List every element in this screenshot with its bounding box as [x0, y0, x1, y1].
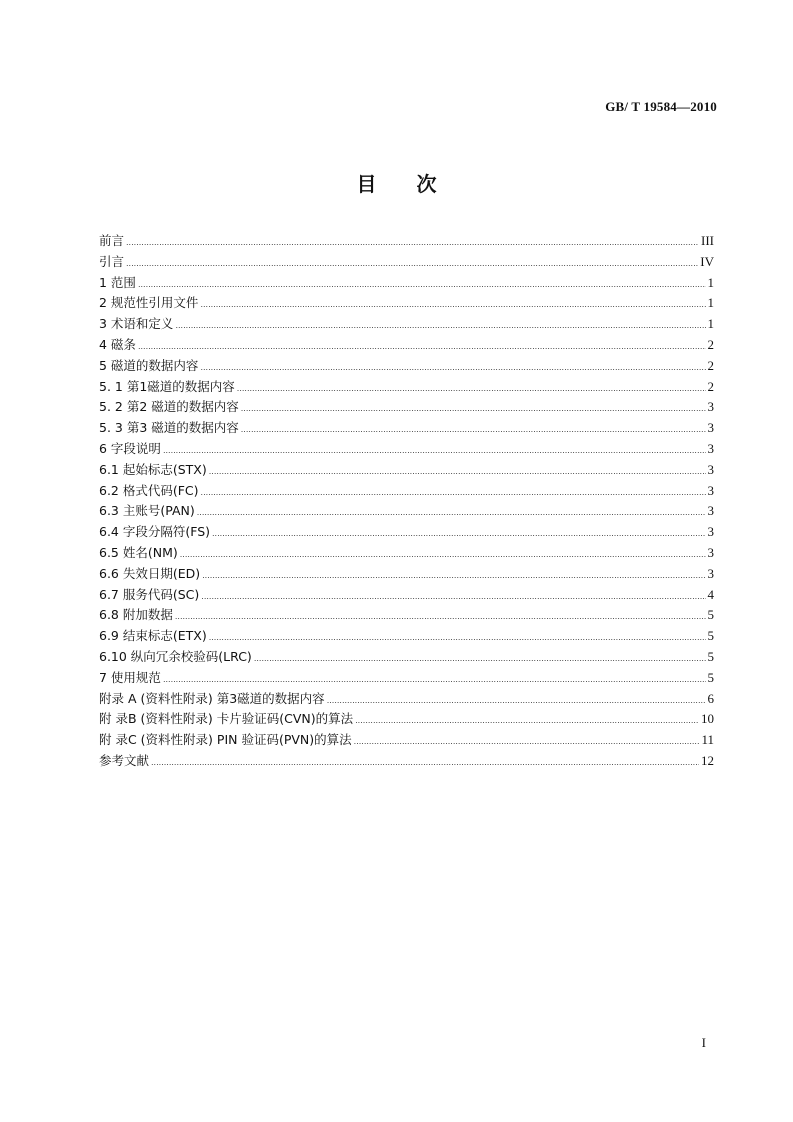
toc-entry-page: 5 — [707, 648, 714, 664]
toc-entry-page: 3 — [707, 524, 714, 540]
toc-entry-label: 6.4 字段分隔符(FS) — [99, 524, 211, 540]
toc-entry-page: 2 — [707, 357, 714, 373]
dot-leader — [197, 508, 706, 517]
toc-entry[interactable] — [99, 273, 714, 294]
dot-leader — [241, 425, 706, 434]
dot-leader — [209, 633, 706, 642]
toc-entry[interactable] — [99, 481, 714, 502]
toc-entry[interactable] — [99, 293, 714, 314]
toc-entry[interactable] — [99, 335, 714, 356]
toc-entry-label: 6.2 格式代码(FC) — [99, 482, 199, 498]
toc-entry-label: 6.3 主账号(PAN) — [99, 503, 195, 519]
toc-entry-label: 5. 3 第3 磁道的数据内容 — [99, 420, 239, 436]
toc-entry[interactable] — [99, 522, 714, 543]
toc-entry-page: 12 — [701, 752, 714, 768]
toc-entry[interactable] — [99, 730, 714, 751]
toc-entry-page: 5 — [707, 628, 714, 644]
toc-entry[interactable] — [99, 751, 714, 772]
toc-entry-page: 2 — [707, 378, 714, 394]
dot-leader — [163, 675, 706, 684]
table-of-contents — [99, 231, 714, 772]
dot-leader — [201, 592, 705, 601]
toc-entry-label: 3 术语和定义 — [99, 316, 174, 332]
toc-entry-page: 3 — [707, 420, 714, 436]
dot-leader — [138, 280, 706, 289]
toc-entry[interactable] — [99, 460, 714, 481]
toc-entry-page: 1 — [707, 295, 714, 311]
dot-leader — [355, 716, 699, 725]
dot-leader — [180, 550, 706, 559]
dot-leader — [126, 238, 699, 247]
toc-entry-label: 4 磁条 — [99, 336, 136, 352]
toc-entry-page: 3 — [707, 482, 714, 498]
toc-entry-page: 5 — [707, 607, 714, 623]
toc-entry-label: 6.6 失效日期(ED) — [99, 565, 201, 581]
toc-entry[interactable] — [99, 356, 714, 377]
dot-leader — [200, 300, 705, 309]
toc-entry[interactable] — [99, 585, 714, 606]
toc-entry-label: 6.9 结束标志(ETX) — [99, 628, 207, 644]
toc-entry-page: 3 — [707, 440, 714, 456]
dot-leader — [151, 758, 699, 767]
toc-entry[interactable] — [99, 626, 714, 647]
toc-entry[interactable] — [99, 418, 714, 439]
toc-entry-label: 引言 — [99, 253, 125, 269]
toc-entry[interactable] — [99, 439, 714, 460]
dot-leader — [200, 363, 705, 372]
toc-entry-label: 1 范围 — [99, 274, 136, 290]
toc-entry-label: 附 录C (资料性附录) PIN 验证码(PVN)的算法 — [99, 732, 352, 748]
toc-entry-label: 附 录B (资料性附录) 卡片验证码(CVN)的算法 — [99, 711, 354, 727]
toc-entry-page: IV — [700, 253, 714, 269]
toc-entry[interactable] — [99, 689, 714, 710]
toc-entry[interactable] — [99, 564, 714, 585]
toc-entry[interactable] — [99, 231, 714, 252]
toc-entry-page: 1 — [707, 316, 714, 332]
toc-entry-label: 2 规范性引用文件 — [99, 295, 199, 311]
toc-entry-label: 前言 — [99, 233, 125, 248]
toc-entry-label: 6.5 姓名(NM) — [99, 544, 178, 560]
dot-leader — [254, 654, 706, 663]
dot-leader — [201, 488, 706, 497]
toc-entry[interactable] — [99, 377, 714, 398]
dot-leader — [138, 342, 706, 351]
toc-entry-label: 6.7 服务代码(SC) — [99, 586, 200, 602]
toc-entry-page: 3 — [707, 461, 714, 477]
dot-leader — [126, 259, 698, 268]
toc-entry-page: 3 — [707, 399, 714, 415]
toc-entry-page: 5 — [707, 669, 714, 685]
dot-leader — [209, 467, 706, 476]
toc-entry[interactable] — [99, 314, 714, 335]
toc-entry-page: III — [701, 233, 714, 248]
toc-entry[interactable] — [99, 252, 714, 273]
toc-entry-label: 5 磁道的数据内容 — [99, 357, 199, 373]
toc-entry-page: 2 — [707, 336, 714, 352]
dot-leader — [212, 529, 705, 538]
dot-leader — [175, 612, 706, 621]
toc-entry[interactable] — [99, 709, 714, 730]
toc-entry-label: 6 字段说明 — [99, 440, 161, 456]
toc-entry[interactable] — [99, 501, 714, 522]
toc-entry-label: 5. 1 第1磁道的数据内容 — [99, 378, 235, 394]
toc-entry-page: 11 — [701, 732, 714, 748]
toc-entry-label: 参考文献 — [99, 752, 150, 768]
dot-leader — [237, 384, 706, 393]
toc-entry-page: 6 — [707, 690, 714, 706]
toc-entry-page: 10 — [701, 711, 714, 727]
toc-entry-page: 4 — [707, 586, 714, 602]
toc-entry-page: 1 — [707, 274, 714, 290]
toc-entry-label: 6.1 起始标志(STX) — [99, 461, 207, 477]
toc-entry[interactable] — [99, 543, 714, 564]
dot-leader — [175, 321, 705, 330]
toc-entry-label: 6.8 附加数据 — [99, 607, 173, 623]
dot-leader — [327, 696, 706, 705]
page-title: 目次 — [356, 172, 477, 196]
dot-leader — [354, 737, 700, 746]
toc-entry[interactable] — [99, 605, 714, 626]
toc-entry-page: 3 — [707, 503, 714, 519]
page-number: I — [701, 1035, 706, 1050]
toc-entry[interactable] — [99, 647, 714, 668]
toc-entry-page: 3 — [707, 544, 714, 560]
dot-leader — [163, 446, 706, 455]
toc-entry[interactable] — [99, 668, 714, 689]
toc-entry[interactable] — [99, 397, 714, 418]
toc-entry-label: 5. 2 第2 磁道的数据内容 — [99, 399, 239, 415]
dot-leader — [202, 571, 705, 580]
toc-entry-label: 7 使用规范 — [99, 669, 161, 685]
dot-leader — [241, 404, 706, 413]
toc-entry-label: 6.10 纵向冗余校验码(LRC) — [99, 648, 252, 664]
standard-number: GB/ T 19584—2010 — [605, 99, 717, 114]
toc-entry-page: 3 — [707, 565, 714, 581]
toc-entry-label: 附录 A (资料性附录) 第3磁道的数据内容 — [99, 690, 325, 706]
